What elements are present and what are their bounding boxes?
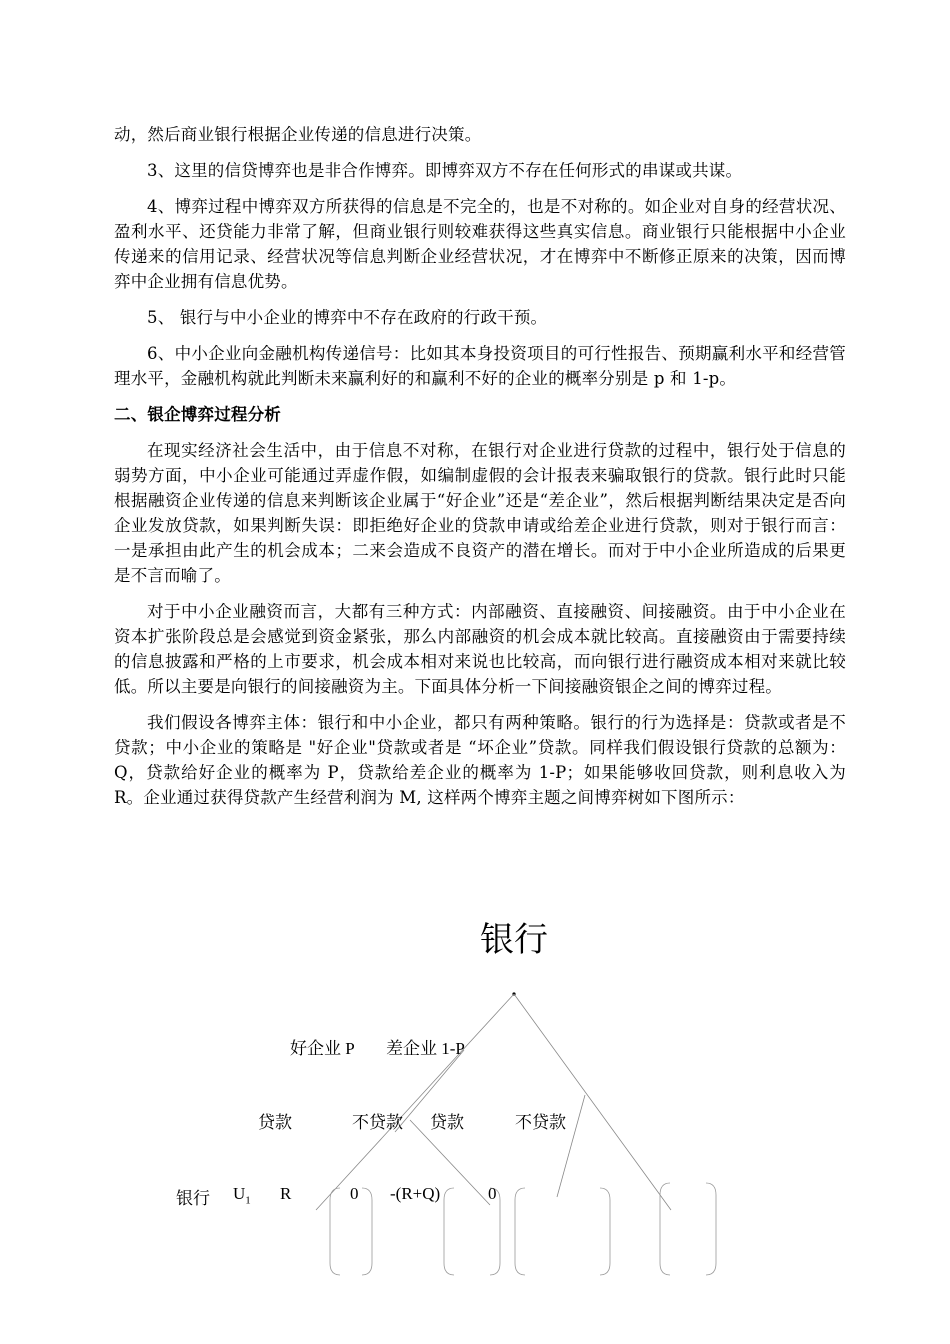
tree-edge [514, 994, 671, 1210]
diagram-title: 银行 [480, 920, 548, 960]
payoff-bracket [706, 1183, 716, 1275]
branch-bad-label: 差企业 1-P [386, 1039, 465, 1058]
row-label-bank: 银行 [176, 1189, 210, 1208]
paragraph: 对于中小企业融资而言，大都有三种方式：内部融资、直接融资、间接融资。由于中小企业在资本扩张阶段总是会感觉到资金紧张，那么内部融资的机会成本就比较高。直接融资由于需要持续的信息披露和严格的上市要求，机会成本相对来说也比较高，而向银行进行融资成本相对来就比较低。所以主要是向银行的间接融资为主。下面具体分析一下间接融资银企之间的博弈过程。 [114, 602, 846, 696]
paragraph: 4、博弈过程中博弈双方所获得的信息是不完全的，也是不对称的。如企业对自身的经营状况、盈利水平、还贷能力非常了解，但商业银行则较难获得这些真实信息。商业银行只能根据中小企业传递来的信用记录、经营状况等信息判断企业经营状况，才在博弈中不断修正原来的决策，因而博弈中企业拥有信息优势。 [114, 197, 846, 291]
payoff-bracket [600, 1188, 610, 1275]
paragraph: 在现实经济社会生活中，由于信息不对称，在银行对企业进行贷款的过程中，银行处于信息的弱势方面，中小企业可能通过弄虚作假，如编制虚假的会计报表来骗取银行的贷款。银行此时只能根据融资企业传递的信息来判断该企业属于“好企业”还是“差企业”，然后根据判断结果决定是否向企业发放贷款，如果判断失误：即拒绝好企业的贷款申请或给差企业进行贷款，则对于银行而言：一是承担由此产生的机会成本；二来会造成不良资产的潜在增长。而对于中小企业所造成的后果更是不言而喻了。 [114, 441, 846, 585]
payoff-value: 0 [488, 1184, 497, 1203]
section-heading: 二、银企博弈过程分析 [114, 405, 281, 424]
payoff-value: -(R+Q) [390, 1184, 441, 1203]
payoff-bracket [515, 1188, 525, 1275]
utility-subscript: 1 [245, 1194, 251, 1207]
payoff-value: R [280, 1184, 292, 1203]
tree-edge [316, 994, 514, 1210]
payoff-bracket [362, 1188, 372, 1275]
payoff-value: 0 [350, 1184, 359, 1203]
action-loan-label: 贷款 [430, 1113, 464, 1132]
paragraph: 我们假设各博弈主体：银行和中小企业，都只有两种策略。银行的行为选择是：贷款或者是不贷款；中小企业的策略是 "好企业"贷款或者是 “坏企业”贷款。同样我们假设银行贷款的总额为：Q，贷款给好企业的概率为 P，贷款给差企业的概率为 1-P；如果能够收回贷款，则利息收入为 R。企业通过获得贷款产生经营利润为 M, 这样两个博弈主题之间博弈树如下图所示： [114, 713, 846, 807]
branch-good-label: 好企业 P [290, 1039, 355, 1058]
payoff-bracket [330, 1188, 340, 1275]
action-noloan-label: 不贷款 [352, 1113, 403, 1132]
paragraph: 5、 银行与中小企业的博弈中不存在政府的行政干预。 [147, 308, 548, 327]
action-noloan-label: 不贷款 [515, 1113, 566, 1132]
payoff-bracket [444, 1188, 454, 1275]
paragraph: 3、这里的信贷博弈也是非合作博弈。即博弈双方不存在任何形式的串谋或共谋。 [147, 161, 743, 180]
action-loan-label: 贷款 [258, 1113, 292, 1132]
utility-symbol: U [233, 1184, 246, 1203]
paragraph: 6、中小企业向金融机构传递信号：比如其本身投资项目的可行性报告、预期赢利水平和经营管理水平，金融机构就此判断未来赢利好的和赢利不好的企业的概率分别是 p 和 1-p。 [114, 344, 846, 388]
paragraph: 动，然后商业银行根据企业传递的信息进行决策。 [114, 125, 482, 144]
utility-label [233, 1184, 251, 1206]
